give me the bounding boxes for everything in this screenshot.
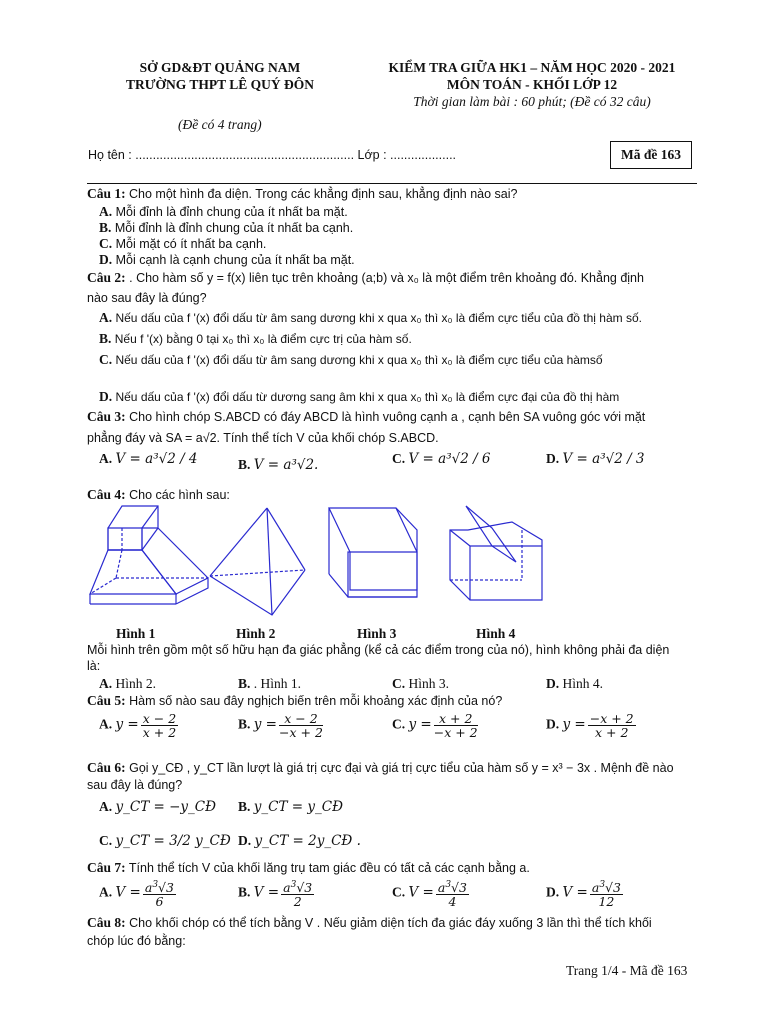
- question-label: Câu 4:: [87, 487, 126, 502]
- option-b[interactable]: B. V = a³√2.: [238, 457, 319, 473]
- exam-title: KIỂM TRA GIỮA HK1 – NĂM HỌC 2020 - 2021: [388, 60, 676, 75]
- pages-note: (Đề có 4 trang): [178, 117, 262, 132]
- option-d[interactable]: D. Nếu dấu của f '(x) đổi dấu từ dương sang âm khi x qua x₀ thì x₀ là điểm cực đại của đồ thị hàm: [99, 389, 620, 404]
- figure-3-label: Hình 3: [357, 626, 397, 641]
- option-a[interactable]: A. Nếu dấu của f '(x) đổi dấu từ âm sang dương khi x qua x₀ thì x₀ là điểm cực tiểu của đồ thị hàm số.: [99, 310, 642, 325]
- question-label: Câu 7:: [87, 860, 126, 875]
- question-text: . Cho hàm số y = f(x) liên tục trên khoảng (a;b) và x₀ là một điểm trên khoảng đó. Khẳng định: [129, 271, 644, 285]
- option-b[interactable]: B. Mỗi đỉnh là đỉnh chung của ít nhất ba cạnh.: [99, 220, 354, 235]
- question-text-cont: là:: [87, 659, 101, 673]
- option-d[interactable]: D. V = a³√2 / 3: [546, 451, 645, 467]
- question-text: Gọi y_CĐ , y_CT lần lượt là giá trị cực đại và giá trị cực tiểu của hàm số y = x³ − 3x . Mệnh đề nào: [129, 761, 674, 775]
- question-text-cont: chóp lúc đó bằng:: [87, 934, 186, 948]
- header-divider: [87, 183, 697, 184]
- question-5: [87, 693, 502, 709]
- school-department: SỞ GD&ĐT QUẢNG NAM: [139, 60, 301, 75]
- question-2: [87, 270, 644, 286]
- option-d[interactable]: D. Mỗi cạnh là cạnh chung của ít nhất ba mặt.: [99, 252, 355, 267]
- exam-subject: MÔN TOÁN - KHỐI LỚP 12: [446, 77, 618, 92]
- option-c[interactable]: C. Nếu dấu của f '(x) đổi dấu từ âm sang dương khi x qua x₀ thì x₀ là điểm cực tiểu của hàmsố: [99, 352, 603, 367]
- figure-2: [210, 508, 305, 615]
- question-text: Hàm số nào sau đây nghịch biến trên mỗi khoảng xác định của nó?: [129, 694, 503, 708]
- question-text-cont: nào sau đây là đúng?: [87, 291, 207, 305]
- option-b[interactable]: B. y_CT = y_CĐ: [238, 799, 343, 815]
- option-formula: V = a³√2 / 6: [408, 451, 491, 467]
- figure-3: [329, 508, 417, 597]
- question-label: Câu 3:: [87, 409, 126, 424]
- option-c[interactable]: C. Mỗi mặt có ít nhất ba cạnh.: [99, 236, 267, 251]
- school-name: TRƯỜNG THPT LÊ QUÝ ĐÔN: [125, 77, 315, 92]
- option-c[interactable]: C. V = a³√2 / 6: [392, 451, 491, 467]
- option-a[interactable]: A. y_CT = −y_CĐ: [99, 799, 217, 815]
- option-d[interactable]: D. V = $\frac{a^3√3}{12}$: [546, 880, 621, 910]
- question-text: Tính thể tích V của khối lăng trụ tam giác đều có tất cả các cạnh bằng a.: [128, 861, 530, 875]
- question-text-cont: Mỗi hình trên gồm một số hữu hạn đa giác phẳng (kể cả các điểm trong của nó), hình không phải đa diện: [87, 643, 670, 657]
- question-text: Cho các hình sau:: [129, 488, 230, 502]
- exam-duration: Thời gian làm bài : 60 phút; (Đề có 32 câu): [413, 94, 651, 109]
- question-text-cont: phẳng đáy và SA = a√2. Tính thể tích V của khối chóp S.ABCD.: [87, 431, 439, 445]
- figure-1: [90, 506, 208, 604]
- question-8: [87, 915, 652, 931]
- option-b[interactable]: B. . Hình 1.: [238, 676, 302, 691]
- option-d[interactable]: D. y = $\frac{-x + 2}{x + 2}$: [546, 711, 634, 740]
- option-b[interactable]: B. Nếu f '(x) bằng 0 tại x₀ thì x₀ là điểm cực trị của hàm số.: [99, 331, 412, 346]
- option-c[interactable]: C. Hình 3.: [392, 676, 449, 691]
- option-b[interactable]: B. y = $\frac{x - 2}{-x + 2}$: [238, 711, 323, 740]
- question-text: Cho một hình đa diện. Trong các khẳng định sau, khẳng định nào sai?: [129, 187, 518, 201]
- option-a[interactable]: A. V = $\frac{a^3√3}{6}$: [99, 880, 174, 910]
- question-1: [87, 186, 517, 202]
- question-text: Cho hình chóp S.ABCD có đáy ABCD là hình vuông cạnh a , cạnh bên SA vuông góc với mặt: [129, 410, 646, 424]
- question-label: Câu 2:: [87, 270, 126, 285]
- option-a[interactable]: A. V = a³√2 / 4: [99, 451, 198, 467]
- figure-2-label: Hình 2: [236, 626, 276, 641]
- option-c[interactable]: C. y = $\frac{x + 2}{-x + 2}$: [392, 711, 478, 740]
- option-b[interactable]: B. V = $\frac{a^3√3}{2}$: [238, 880, 313, 910]
- polyhedra-figures: [80, 500, 560, 625]
- option-d[interactable]: D. y_CT = 2y_CĐ .: [238, 833, 361, 849]
- figure-4: [450, 506, 542, 600]
- exam-code-box: Mã đề 163: [610, 141, 692, 169]
- option-a[interactable]: A. Mỗi đỉnh là đỉnh chung của ít nhất ba mặt.: [99, 204, 348, 219]
- question-6: [87, 760, 674, 776]
- question-7: [87, 860, 530, 876]
- option-formula: V = a³√2 / 3: [562, 451, 645, 467]
- question-label: Câu 8:: [87, 915, 126, 930]
- option-c[interactable]: C. y_CT = 3/2 y_CĐ: [99, 833, 231, 849]
- question-label: Câu 1:: [87, 186, 126, 201]
- question-text: Cho khối chóp có thể tích bằng V . Nếu giảm diện tích đa giác đáy xuống 3 lần thì thể tích khối: [129, 916, 652, 930]
- option-c[interactable]: C. V = $\frac{a^3√3}{4}$: [392, 880, 467, 910]
- option-formula: V = a³√2.: [253, 457, 319, 473]
- question-label: Câu 6:: [87, 760, 126, 775]
- question-3: [87, 409, 645, 425]
- option-a[interactable]: A. Hình 2.: [99, 676, 156, 691]
- figure-1-label: Hình 1: [116, 626, 156, 641]
- figure-4-label: Hình 4: [476, 626, 516, 641]
- question-label: Câu 5:: [87, 693, 126, 708]
- option-formula: V = a³√2 / 4: [115, 451, 198, 467]
- page-footer: Trang 1/4 - Mã đề 163: [566, 963, 688, 978]
- question-text-cont: sau đây là đúng?: [87, 778, 183, 792]
- option-d[interactable]: D. Hình 4.: [546, 676, 603, 691]
- option-a[interactable]: A. y = $\frac{x - 2}{x + 2}$: [99, 711, 177, 740]
- student-info-line: Họ tên : ............................................................... Lớp : ...................: [88, 148, 457, 162]
